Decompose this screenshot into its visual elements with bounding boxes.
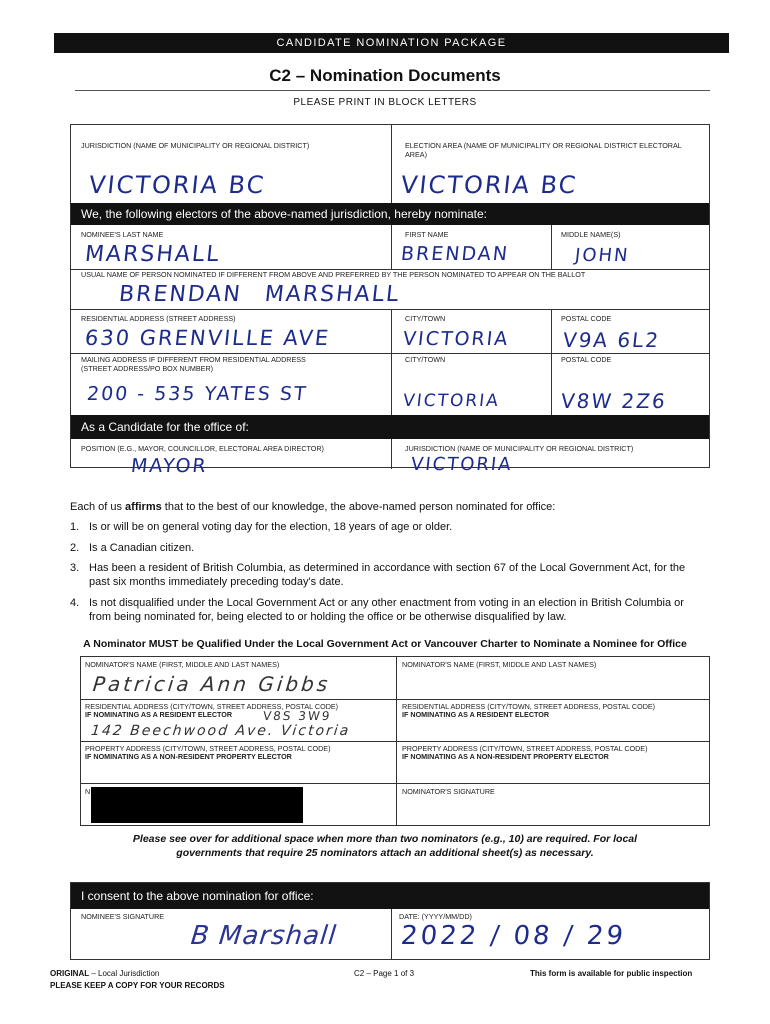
- note-line-1: Please see over for additional space when more than two nominators (e.g., 10) are required. For local: [132, 833, 638, 845]
- nominator-res-label: RESIDENTIAL ADDRESS (CITY/TOWN, STREET ADDRESS, POSTAL CODE): [402, 702, 656, 711]
- affirm-intro: [70, 500, 710, 514]
- middle-name-value: JOHN: [573, 245, 631, 266]
- footer-original: [50, 968, 159, 979]
- city-value: VICTORIA: [401, 328, 511, 350]
- date-value: 2022 / 08 / 29: [399, 921, 628, 951]
- nominate-bar: We, the following electors of the above-named jurisdiction, hereby nominate:: [71, 203, 709, 225]
- mailing-city-field[interactable]: [391, 353, 551, 415]
- footer-keep-copy: PLEASE KEEP A COPY FOR YOUR RECORDS: [50, 981, 225, 990]
- residential-address-label: RESIDENTIAL ADDRESS (STREET ADDRESS): [81, 314, 236, 323]
- first-name-field[interactable]: [391, 225, 551, 269]
- affirm-item: Is or will be on general voting day for the election, 18 years of age or older.: [89, 521, 453, 533]
- postal-code-value: V9A 6L2: [561, 328, 662, 352]
- nominator1-property-field[interactable]: [81, 741, 396, 783]
- date-label: DATE: (YYYY/MM/DD): [399, 912, 472, 921]
- last-name-value: MARSHALL: [83, 242, 222, 267]
- affirm-intro-post: that to the best of our knowledge, the above-named person nominated for office:: [161, 501, 556, 513]
- nominee-signature-label: NOMINEE'S SIGNATURE: [81, 912, 165, 921]
- nominator1-name-value: Patricia Ann Gibbs: [91, 672, 332, 696]
- additional-space-note: [0, 832, 770, 860]
- candidate-office-bar: As a Candidate for the office of:: [71, 415, 709, 439]
- affirm-intro-pre: Each of us: [70, 501, 126, 513]
- residential-address-value: 630 GRENVILLE AVE: [83, 326, 332, 350]
- nominator-qualification-heading: A Nominator MUST be Qualified Under the Local Government Act or Vancouver Charter to Nominate a Nominee for Office: [83, 638, 687, 650]
- document-title: C2 – Nomination Documents: [269, 66, 501, 85]
- election-area-value: VICTORIA BC: [399, 171, 579, 199]
- nominee-signature-field[interactable]: [71, 909, 391, 959]
- jurisdiction-value: VICTORIA BC: [87, 171, 267, 199]
- mailing-address-sublabel: (STREET ADDRESS/PO BOX NUMBER): [81, 364, 214, 373]
- nominator-signature-initial: N: [85, 787, 91, 796]
- nominator-prop-label: PROPERTY ADDRESS (CITY/TOWN, STREET ADDRESS, POSTAL CODE): [85, 744, 331, 753]
- first-name-value: BRENDAN: [399, 243, 511, 265]
- position-label: POSITION (E.G., MAYOR, COUNCILLOR, ELECTORAL AREA DIRECTOR): [81, 444, 324, 453]
- nominator1-name-field[interactable]: [81, 657, 396, 699]
- affirm-item-number: 1.: [70, 521, 80, 533]
- postal-code-label: POSTAL CODE: [561, 314, 612, 323]
- nominator-box: [80, 656, 710, 826]
- affirm-item: Has been a resident of British Columbia, as determined in accordance with section 67 of the Local Government Act, for the past six months immediately preceding today's date.: [89, 562, 686, 588]
- election-area-field[interactable]: [391, 125, 711, 203]
- nominee-signature-value: B Marshall: [189, 921, 339, 951]
- redacted-block: [91, 787, 303, 823]
- affirm-intro-bold: affirms: [125, 501, 162, 513]
- mailing-city-value: VICTORIA: [401, 391, 501, 411]
- package-title-bar: CANDIDATE NOMINATION PACKAGE: [54, 33, 729, 53]
- mailing-city-label: CITY/TOWN: [405, 355, 446, 364]
- mailing-address-label: MAILING ADDRESS IF DIFFERENT FROM RESIDENTIAL ADDRESS: [81, 355, 306, 364]
- nominator2-residential-field[interactable]: [396, 699, 709, 741]
- nominator1-signature-field[interactable]: [81, 783, 396, 825]
- nomination-form-box: [70, 124, 710, 477]
- consent-bar: I consent to the above nomination for office:: [71, 883, 709, 909]
- nominator-prop-label: PROPERTY ADDRESS (CITY/TOWN, STREET ADDRESS, POSTAL CODE): [402, 744, 648, 753]
- date-field[interactable]: [391, 909, 709, 959]
- mailing-postal-value: V8W 2Z6: [559, 389, 668, 413]
- mailing-address-field[interactable]: [71, 353, 391, 415]
- position-value: MAYOR: [129, 455, 209, 477]
- footer-public-inspection: This form is available for public inspection: [530, 969, 693, 978]
- last-name-field[interactable]: [71, 225, 391, 269]
- nominator-prop-sublabel: IF NOMINATING AS A NON-RESIDENT PROPERTY ELECTOR: [402, 752, 609, 761]
- middle-name-label: MIDDLE NAME(S): [561, 230, 621, 239]
- footer-page-number: C2 – Page 1 of 3: [354, 969, 415, 978]
- nominator-res-sublabel: IF NOMINATING AS A RESIDENT ELECTOR: [402, 710, 550, 719]
- nominator2-signature-field[interactable]: [396, 783, 709, 825]
- last-name-label: NOMINEE'S LAST NAME: [81, 230, 164, 239]
- middle-name-field[interactable]: [551, 225, 709, 269]
- usual-name-field[interactable]: [71, 269, 709, 309]
- nominator-res-label: RESIDENTIAL ADDRESS (CITY/TOWN, STREET ADDRESS, POSTAL CODE): [85, 702, 339, 711]
- affirm-item-number: 3.: [70, 562, 80, 574]
- consent-box: [70, 882, 710, 960]
- nominator1-postal-value: V8S 3W9: [262, 709, 333, 723]
- footer-original-bold: ORIGINAL: [50, 969, 90, 978]
- footer-original-rest: – Local Jurisdiction: [89, 969, 160, 978]
- usual-name-value: BRENDAN MARSHALL: [117, 282, 402, 307]
- election-area-label: ELECTION AREA (NAME OF MUNICIPALITY OR REGIONAL DISTRICT ELECTORAL AREA): [405, 141, 682, 159]
- city-field[interactable]: [391, 309, 551, 353]
- usual-name-label: USUAL NAME OF PERSON NOMINATED IF DIFFERENT FROM ABOVE AND PREFERRED BY THE PERSON NOMINATED TO APPEAR ON THE BALLOT: [81, 270, 586, 279]
- position-field[interactable]: [71, 439, 391, 477]
- nominator1-address-value: 142 Beechwood Ave. Victoria: [90, 723, 352, 739]
- affirm-item-number: 4.: [70, 597, 80, 609]
- office-jurisdiction-value: VICTORIA: [409, 454, 514, 475]
- jurisdiction-field[interactable]: [71, 125, 391, 203]
- nominator-prop-sublabel: IF NOMINATING AS A NON-RESIDENT PROPERTY ELECTOR: [85, 752, 292, 761]
- nominator-name-label: NOMINATOR'S NAME (FIRST, MIDDLE AND LAST NAMES): [85, 660, 280, 669]
- city-label: CITY/TOWN: [405, 314, 446, 323]
- nominator1-residential-field[interactable]: [81, 699, 396, 741]
- affirm-item-number: 2.: [70, 542, 80, 554]
- note-line-2: governments that require 25 nominators attach an additional sheet(s) as necessary.: [176, 847, 594, 859]
- nominator2-property-field[interactable]: [396, 741, 709, 783]
- nominator2-name-field[interactable]: [396, 657, 709, 699]
- nominator-signature-label: NOMINATOR'S SIGNATURE: [402, 787, 495, 796]
- mailing-postal-field[interactable]: [551, 353, 709, 415]
- affirm-item: Is not disqualified under the Local Government Act or any other enactment from voting in an election in British Columbia or from being nominated for, being elected to or holding the office or be otherwise disqualified by law.: [89, 597, 684, 623]
- affirm-item: Is a Canadian citizen.: [89, 542, 195, 554]
- first-name-label: FIRST NAME: [405, 230, 449, 239]
- title-rule: [75, 90, 710, 91]
- office-jurisdiction-label: JURISDICTION (NAME OF MUNICIPALITY OR REGIONAL DISTRICT): [405, 444, 634, 453]
- nominator-res-sublabel: IF NOMINATING AS A RESIDENT ELECTOR: [85, 710, 233, 719]
- postal-code-field[interactable]: [551, 309, 709, 353]
- jurisdiction-label: JURISDICTION (NAME OF MUNICIPALITY OR REGIONAL DISTRICT): [81, 141, 310, 150]
- mailing-address-value: 200 - 535 YATES ST: [85, 383, 309, 405]
- print-instruction: PLEASE PRINT IN BLOCK LETTERS: [293, 97, 477, 108]
- residential-address-field[interactable]: [71, 309, 391, 353]
- office-jurisdiction-field[interactable]: [391, 439, 709, 475]
- mailing-postal-label: POSTAL CODE: [561, 355, 612, 364]
- nominator-name-label: NOMINATOR'S NAME (FIRST, MIDDLE AND LAST NAMES): [402, 660, 597, 669]
